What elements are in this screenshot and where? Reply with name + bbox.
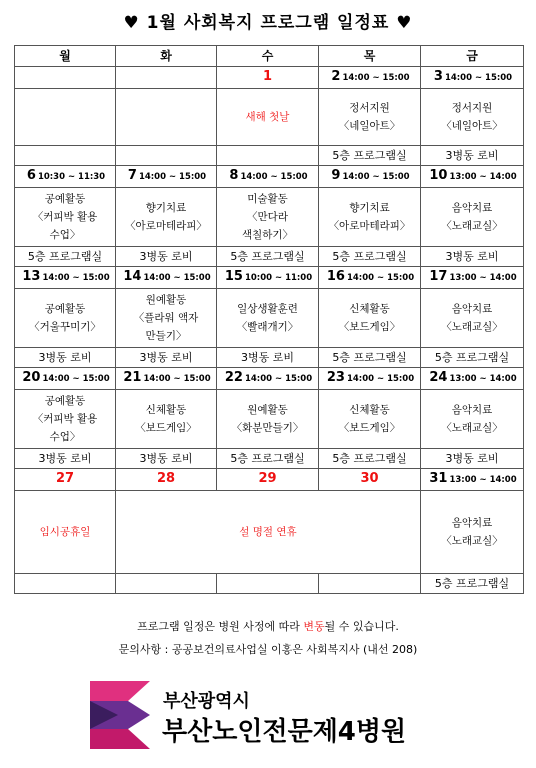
date-cell <box>116 469 217 491</box>
program-cell <box>319 89 421 146</box>
day-number: 3 <box>433 69 443 84</box>
day-number: 6 <box>26 168 36 183</box>
program-name: 원예활동 〈플라워 액자 만들기〉 <box>133 294 199 342</box>
program-name: 음악치료 〈노래교실〉 <box>441 303 503 333</box>
session-time: 14:00 ~ 15:00 <box>342 172 410 182</box>
date-cell <box>319 469 421 491</box>
program-location: 3병동 로비 <box>139 452 193 465</box>
location-cell <box>217 348 319 368</box>
weekday-thu: 목 <box>319 46 421 67</box>
program-cell <box>116 188 217 247</box>
date-cell <box>421 469 524 491</box>
location-cell <box>421 348 524 368</box>
location-cell <box>15 348 116 368</box>
holiday-label: 새해 첫날 <box>245 111 290 123</box>
session-time: 14:00 ~ 15:00 <box>143 273 211 283</box>
day-number: 9 <box>331 168 341 183</box>
program-cell <box>421 289 524 348</box>
weekday-tue: 화 <box>116 46 217 67</box>
program-location: 5층 프로그램실 <box>332 250 407 263</box>
day-number <box>63 69 65 84</box>
hospital-logo <box>88 681 468 751</box>
date-cell <box>15 469 116 491</box>
program-name: 신체활동 〈보드게임〉 <box>338 404 401 434</box>
program-cell <box>421 390 524 449</box>
day-number: 1 <box>262 69 273 84</box>
location-row <box>15 146 524 166</box>
program-cell <box>116 390 217 449</box>
program-location: 3병동 로비 <box>445 452 499 465</box>
session-time: 10:00 ~ 11:00 <box>244 273 313 283</box>
program-cell <box>217 289 319 348</box>
program-cell <box>116 289 217 348</box>
date-cell <box>217 368 319 390</box>
day-number: 13 <box>22 269 41 284</box>
program-location: 3병동 로비 <box>38 351 92 364</box>
location-cell <box>319 574 421 594</box>
program-row <box>15 390 524 449</box>
program-name: 음악치료 〈노래교실〉 <box>441 517 503 547</box>
date-cell <box>15 267 116 289</box>
location-cell <box>421 574 524 594</box>
day-number: 24 <box>429 370 448 385</box>
page-title: ♥ 1월 사회복지 프로그램 일정표 ♥ <box>123 13 413 33</box>
date-cell <box>421 368 524 390</box>
notice-highlight: 변동 <box>303 620 325 633</box>
day-number: 28 <box>156 471 176 486</box>
location-cell <box>217 574 319 594</box>
location-row <box>15 348 524 368</box>
session-time: 14:00 ~ 15:00 <box>346 273 415 283</box>
program-name: 음악치료 〈노래교실〉 <box>441 202 503 232</box>
day-number <box>164 69 166 84</box>
date-cell <box>319 67 421 89</box>
location-row <box>15 574 524 594</box>
contact-info: 문의사항 : 공공보건의료사업실 이홍은 사회복지사 (내선 208) <box>118 643 418 656</box>
day-number: 16 <box>326 269 345 284</box>
program-name: 신체활동 〈보드게임〉 <box>135 404 197 434</box>
program-location: 5층 프로그램실 <box>332 149 407 162</box>
location-cell <box>319 348 421 368</box>
program-cell <box>319 390 421 449</box>
day-number: 21 <box>123 370 142 385</box>
date-cell <box>217 166 319 188</box>
weekday-header-row <box>15 46 524 67</box>
date-cell <box>116 166 217 188</box>
program-location: 3병동 로비 <box>445 250 499 263</box>
date-cell <box>217 267 319 289</box>
day-number: 23 <box>326 370 345 385</box>
location-cell <box>217 146 319 166</box>
program-cell <box>15 289 116 348</box>
program-name: 공예활동 〈커피박 활용 수업〉 <box>32 395 98 443</box>
session-time: 14:00 ~ 15:00 <box>143 374 211 384</box>
day-number: 31 <box>429 471 448 486</box>
program-cell-merged <box>116 491 421 574</box>
session-time: 10:30 ~ 11:30 <box>37 172 106 182</box>
date-cell <box>15 67 116 89</box>
location-cell <box>15 449 116 469</box>
day-number: 15 <box>224 269 243 284</box>
day-number: 29 <box>258 471 277 486</box>
date-cell <box>421 166 524 188</box>
location-row <box>15 247 524 267</box>
program-name: 원예활동 〈화분만들기〉 <box>231 404 304 434</box>
day-number: 2 <box>331 69 341 84</box>
day-number: 8 <box>229 168 239 183</box>
program-name: 미술활동 〈만다라 색칠하기〉 <box>241 193 294 241</box>
session-time: 13:00 ~ 14:00 <box>449 374 517 384</box>
program-cell <box>15 89 116 146</box>
location-cell <box>116 574 217 594</box>
program-cell <box>421 188 524 247</box>
session-time: 14:00 ~ 15:00 <box>342 73 410 83</box>
program-cell <box>421 89 524 146</box>
location-cell <box>116 247 217 267</box>
day-number: 7 <box>127 168 137 183</box>
location-cell <box>15 146 116 166</box>
program-cell <box>116 89 217 146</box>
day-number: 27 <box>55 471 75 486</box>
program-cell <box>319 289 421 348</box>
session-time: 14:00 ~ 15:00 <box>240 172 308 182</box>
program-name: 공예활동 〈커피박 활용 수업〉 <box>32 193 98 241</box>
program-row <box>15 491 524 574</box>
logo-city-name: 부산광역시 <box>163 691 250 712</box>
location-cell <box>421 247 524 267</box>
date-cell <box>116 67 217 89</box>
program-cell <box>217 89 319 146</box>
session-time: 14:00 ~ 15:00 <box>444 73 513 83</box>
program-cell <box>15 188 116 247</box>
date-cell <box>421 67 524 89</box>
program-cell <box>217 188 319 247</box>
program-name: 음악치료 〈노래교실〉 <box>441 404 503 434</box>
date-cell <box>15 166 116 188</box>
session-time: 14:00 ~ 15:00 <box>42 374 110 384</box>
weekday-mon: 월 <box>15 46 116 67</box>
schedule-calendar <box>14 45 524 594</box>
date-row <box>15 469 524 491</box>
hospital-logo-mark-icon <box>88 681 152 749</box>
program-location: 3병동 로비 <box>241 351 294 364</box>
date-cell <box>319 166 421 188</box>
program-location: 5층 프로그램실 <box>332 452 407 465</box>
program-location: 5층 프로그램실 <box>230 250 305 263</box>
date-cell <box>116 267 217 289</box>
location-cell <box>116 146 217 166</box>
program-cell <box>217 390 319 449</box>
date-cell <box>421 267 524 289</box>
location-cell <box>421 146 524 166</box>
location-cell <box>116 348 217 368</box>
holiday-label: 설 명절 연휴 <box>239 526 297 538</box>
program-cell <box>421 491 524 574</box>
location-cell <box>421 449 524 469</box>
day-number: 10 <box>429 168 448 183</box>
location-cell <box>319 449 421 469</box>
day-number: 20 <box>22 370 41 385</box>
notice-text-start: 프로그램 일정은 병원 사정에 따라 <box>137 620 304 633</box>
session-time: 13:00 ~ 14:00 <box>449 172 517 182</box>
program-name: 정서지원 〈네일아트〉 <box>441 102 503 132</box>
weekday-fri: 금 <box>421 46 524 67</box>
session-time: 14:00 ~ 15:00 <box>346 374 415 384</box>
date-row <box>15 166 524 188</box>
program-location: 5층 프로그램실 <box>27 250 103 263</box>
session-time: 14:00 ~ 15:00 <box>42 273 110 283</box>
program-location: 3병동 로비 <box>139 351 193 364</box>
schedule-change-notice <box>0 618 536 634</box>
session-time: 14:00 ~ 15:00 <box>138 172 207 182</box>
date-row <box>15 368 524 390</box>
date-cell <box>319 368 421 390</box>
program-name: 향기치료 〈아로마테라피〉 <box>125 202 207 232</box>
location-cell <box>217 449 319 469</box>
notice-text-end: 될 수 있습니다. <box>324 620 399 633</box>
program-name: 신체활동 〈보드게임〉 <box>338 303 401 333</box>
program-row <box>15 89 524 146</box>
program-cell <box>15 491 116 574</box>
program-location: 3병동 로비 <box>445 149 499 162</box>
program-name: 일상생활훈련 〈빨래개기〉 <box>236 303 299 333</box>
logo-hospital-name: 부산노인전문제4병원 <box>162 717 407 747</box>
program-name: 향기치료 〈아로마테라피〉 <box>328 202 411 232</box>
location-cell <box>319 247 421 267</box>
program-location: 5층 프로그램실 <box>434 577 510 590</box>
day-number: 30 <box>360 471 379 486</box>
location-cell <box>217 247 319 267</box>
program-row <box>15 289 524 348</box>
program-location: 5층 프로그램실 <box>434 351 510 364</box>
session-time: 13:00 ~ 14:00 <box>449 475 517 485</box>
session-time: 13:00 ~ 14:00 <box>449 273 517 283</box>
holiday-label: 임시공휴일 <box>39 526 91 538</box>
program-name: 공예활동 〈거울꾸미기〉 <box>29 303 101 333</box>
program-location: 3병동 로비 <box>38 452 92 465</box>
day-number: 17 <box>429 269 448 284</box>
program-location: 5층 프로그램실 <box>230 452 305 465</box>
program-cell <box>15 390 116 449</box>
program-location: 3병동 로비 <box>139 250 193 263</box>
date-cell <box>319 267 421 289</box>
date-cell <box>217 67 319 89</box>
location-cell <box>116 449 217 469</box>
program-location: 5층 프로그램실 <box>332 351 407 364</box>
weekday-wed: 수 <box>217 46 319 67</box>
location-cell <box>319 146 421 166</box>
date-row <box>15 267 524 289</box>
program-name: 정서지원 〈네일아트〉 <box>338 102 401 132</box>
day-number: 22 <box>224 370 243 385</box>
location-cell <box>15 574 116 594</box>
date-cell <box>15 368 116 390</box>
day-number: 14 <box>123 269 142 284</box>
date-cell <box>116 368 217 390</box>
session-time: 14:00 ~ 15:00 <box>244 374 313 384</box>
location-cell <box>15 247 116 267</box>
date-row <box>15 67 524 89</box>
location-row <box>15 449 524 469</box>
date-cell <box>217 469 319 491</box>
program-row <box>15 188 524 247</box>
program-cell <box>319 188 421 247</box>
